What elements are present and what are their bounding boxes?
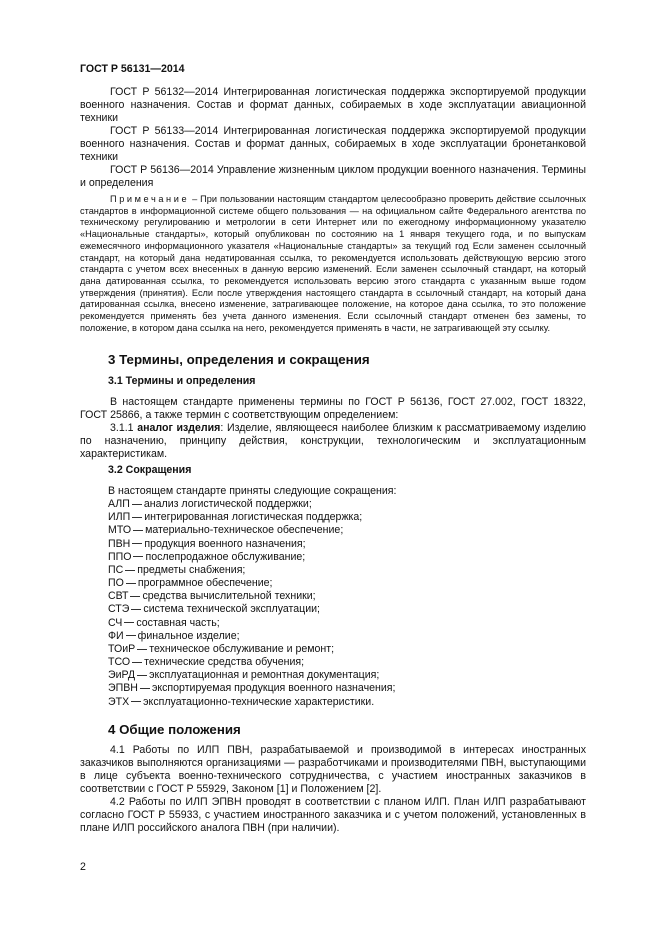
terms-intro: В настоящем стандарте применены термины по ГОСТ Р 56136, ГОСТ 27.002, ГОСТ 18322, ГОСТ 25866, а также термин с соответствующим определением: (80, 396, 586, 421)
list-item: ПО программное обеспечение; (108, 577, 273, 590)
subsection-3-2-title: 3.2 Сокращения (108, 464, 192, 476)
list-item: ТОиР техническое обслуживание и ремонт; (108, 642, 335, 655)
abbreviations-intro: В настоящем стандарте приняты следующие сокращения: (108, 485, 397, 497)
list-item: ЭиРД эксплуатационная и ремонтная документация; (108, 669, 380, 682)
normative-references (80, 86, 586, 190)
section-4-body (80, 744, 586, 835)
note-text: – При пользовании настоящим стандартом целесообразно проверить действие ссылочных стандартов в информационной системе общего пользования — на официальном сайте Федерального агентства по техническому регулированию и метрологии в сети Интернет или по ежегодному информационному указателю «Национальные стандарты», который опубликован по состоянию на 1 января текущего года, и по выпускам ежемесячного информационного указателя «Национальные стандарты» за текущий год Если заменен ссылочный стандарт, на который дана недатированная ссылка, то рекомендуется использовать действующую версию этого стандарта с учетом всех внесенных в данную версию изменений. Если заменен ссылочный стандарт, на который дана датированная ссылка, то рекомендуется использовать версию этого стандарта с указанным выше годом утверждения (принятия). Если после утверждения настоящего стандарта в ссылочный стандарт, на который дана датированная ссылка, внесено изменение, затрагивающее положение, на которое дана ссылка, то это положение рекомендуется применять без учета данного изменения. Если ссылочный стандарт отменен без замены, то положение, в котором дана ссылка на него, рекомендуется применять в части, не затрагивающей эту ссылку. (80, 194, 586, 333)
list-item: ИЛП интегрированная логистическая поддержка; (108, 511, 363, 524)
list-item: ПС предметы снабжения; (108, 563, 246, 576)
list-item: ПВН продукция военного назначения; (108, 537, 306, 550)
list-item: ППО послепродажное обслуживание; (108, 550, 306, 563)
paragraph-4-1: 4.1 Работы по ИЛП ПВН, разрабатываемой и производимой в интересах иностранных заказчиков выполняются организациями — разработчиками и производителями ПВН, выступающими в лице субъекта военно-технического сотрудничества, с участием иностранных заказчиков в соответствии с ГОСТ Р 55929, Законом [1] и Положением [2]. (80, 744, 586, 795)
term-name: аналог изделия (137, 422, 221, 434)
paragraph-4-2: 4.2 Работы по ИЛП ЭПВН проводят в соответствии с планом ИЛП. План ИЛП разрабатывают согласно ГОСТ Р 55933, с участием иностранного заказчика и с учетом положений, установленных в плане ИЛП российского аналога ПВН (при наличии). (80, 796, 586, 834)
note-block (80, 194, 586, 334)
term-definition: : Изделие, являющееся наиболее близким к рассматриваемому изделию по назначению, принципу действия, конструкции, технологическим и эксплуатационным характеристикам. (80, 422, 586, 460)
section-3-1-body (80, 396, 586, 461)
subsection-3-1-title: 3.1 Термины и определения (108, 375, 256, 387)
page-number: 2 (80, 861, 86, 873)
reference-item: ГОСТ Р 56136—2014 Управление жизненным циклом продукции военного назначения. Термины и определения (80, 164, 586, 189)
list-item: ЭПВН экспортируемая продукция военного назначения; (108, 682, 396, 695)
note-label: Примечание (110, 194, 190, 204)
list-item: АЛП анализ логистической поддержки; (108, 498, 312, 511)
term-number: 3.1.1 (110, 422, 134, 434)
section-4-title: 4 Общие положения (108, 722, 241, 737)
list-item: ЭТХ эксплуатационно-технические характеристики. (108, 695, 375, 708)
list-item: СВТ средства вычислительной техники; (108, 590, 316, 603)
document-header-title: ГОСТ Р 56131—2014 (80, 63, 185, 75)
list-item: МТО материально-техническое обеспечение; (108, 524, 344, 537)
reference-item: ГОСТ Р 56132—2014 Интегрированная логистическая поддержка экспортируемой продукции военного назначения. Состав и формат данных, собираемых в ходе эксплуатации авиационной техники (80, 86, 586, 124)
abbreviations-list (108, 485, 396, 709)
list-item: ТСО технические средства обучения; (108, 656, 305, 669)
section-3-title: 3 Термины, определения и сокращения (108, 352, 370, 367)
list-item: ФИ финальное изделие; (108, 629, 240, 642)
list-item: СЧ составная часть; (108, 616, 220, 629)
term-entry (80, 422, 586, 461)
reference-item: ГОСТ Р 56133—2014 Интегрированная логистическая поддержка экспортируемой продукции военного назначения. Состав и формат данных, собираемых в ходе эксплуатации бронетанковой техники (80, 125, 586, 163)
list-item: СТЭ система технической эксплуатации; (108, 603, 320, 616)
